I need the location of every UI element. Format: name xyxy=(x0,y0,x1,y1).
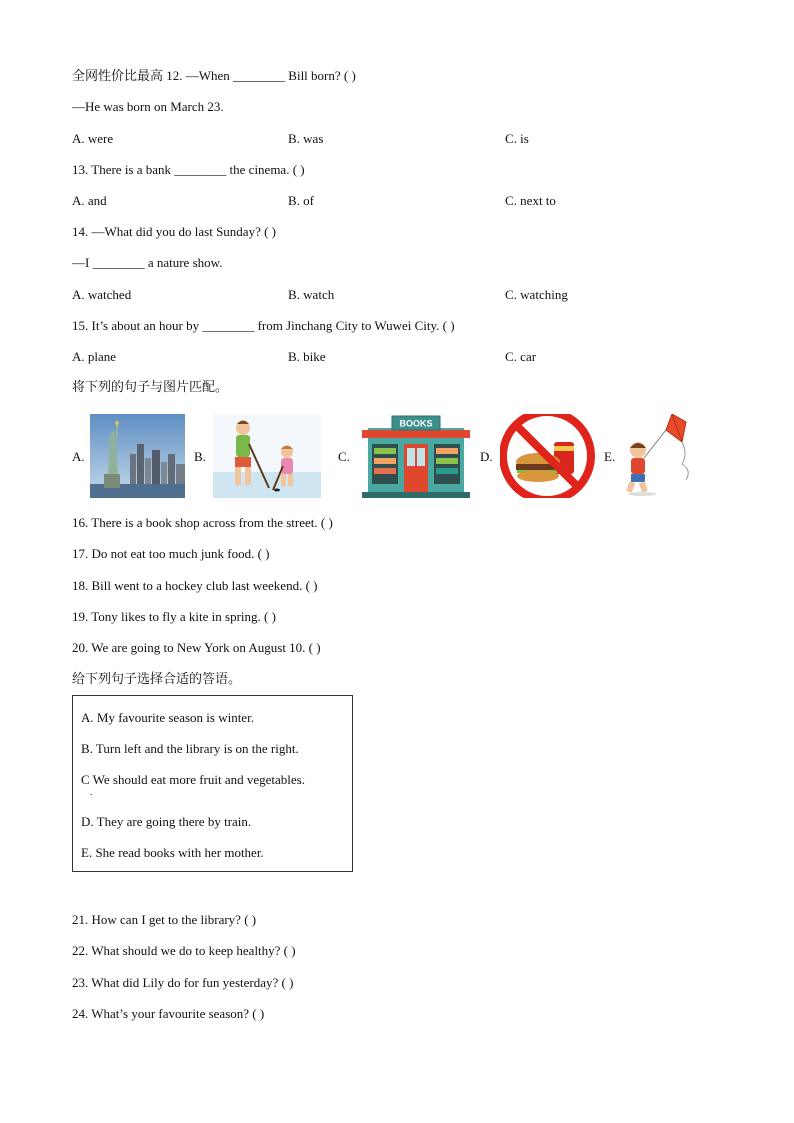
reply-question-21: 21. How can I get to the library? ( ) xyxy=(72,912,257,927)
match-question-20: 20. We are going to New York on August 10. ( ) xyxy=(72,640,321,655)
q14-option-a: A. watched xyxy=(72,287,132,302)
reply-question-22: 22. What should we do to keep healthy? ( ) xyxy=(72,943,296,958)
answer-option-d: D. They are going there by train. xyxy=(81,814,252,829)
match-question-16: 16. There is a book shop across from the street. ( ) xyxy=(72,515,333,530)
answer-option-b: B. Turn left and the library is on the right. xyxy=(81,741,299,756)
reply-question-24: 24. What’s your favourite season? ( ) xyxy=(72,1006,265,1021)
statue-of-liberty-skyline-icon xyxy=(90,414,185,498)
section-reply-title: 给下列句子选择合适的答语。 xyxy=(72,672,242,687)
q14-option-c: C. watching xyxy=(505,287,568,302)
match-question-17: 17. Do not eat too much junk food. ( ) xyxy=(72,546,270,561)
q12-option-c: C. is xyxy=(505,131,529,146)
picture-label-e: E. xyxy=(604,449,616,464)
answer-option-c: C We should eat more fruit and vegetables. xyxy=(81,772,305,787)
q12-option-b: B. was xyxy=(288,131,324,146)
no-junk-food-icon xyxy=(500,414,595,498)
answer-option-e: E. She read books with her mother. xyxy=(81,845,264,860)
picture-label-c: C. xyxy=(338,449,350,464)
match-question-18: 18. Bill went to a hockey club last weekend. ( ) xyxy=(72,578,318,593)
picture-label-a: A. xyxy=(72,449,85,464)
question-14: 14. —What did you do last Sunday? ( ) xyxy=(72,224,276,239)
book-shop-sign: BOOKS xyxy=(399,418,433,429)
question-14-reply: —I ________ a nature show. xyxy=(72,255,223,270)
question-13: 13. There is a bank ________ the cinema. ( ) xyxy=(72,162,305,177)
reply-question-23: 23. What did Lily do for fun yesterday? ( ) xyxy=(72,975,294,990)
picture-label-d: D. xyxy=(480,449,493,464)
question-12 xyxy=(72,68,356,84)
q15-option-c: C. car xyxy=(505,349,537,364)
picture-label-b: B. xyxy=(194,449,206,464)
question-12-reply: —He was born on March 23. xyxy=(72,99,224,114)
question-15: 15. It’s about an hour by ________ from Jinchang City to Wuwei City. ( ) xyxy=(72,318,455,333)
answer-option-c-dot: . xyxy=(90,787,93,797)
q15-option-a: A. plane xyxy=(72,349,117,364)
answer-option-a: A. My favourite season is winter. xyxy=(81,710,254,725)
book-shop-icon xyxy=(362,414,470,498)
q13-option-a: A. and xyxy=(72,193,107,208)
q14-option-b: B. watch xyxy=(288,287,335,302)
q12-option-a: A. were xyxy=(72,131,114,146)
question-12-text: 全网性价比最高 12. —When ________ Bill born? ( ) xyxy=(72,68,356,83)
q13-option-b: B. of xyxy=(288,193,314,208)
section-match-title: 将下列的句子与图片匹配。 xyxy=(72,380,229,395)
answer-options-box xyxy=(72,695,353,872)
match-question-19: 19. Tony likes to fly a kite in spring. ( ) xyxy=(72,609,276,624)
q13-option-c: C. next to xyxy=(505,193,556,208)
hockey-players-icon xyxy=(213,414,321,498)
q15-option-b: B. bike xyxy=(288,349,326,364)
boy-flying-kite-icon xyxy=(622,414,702,498)
